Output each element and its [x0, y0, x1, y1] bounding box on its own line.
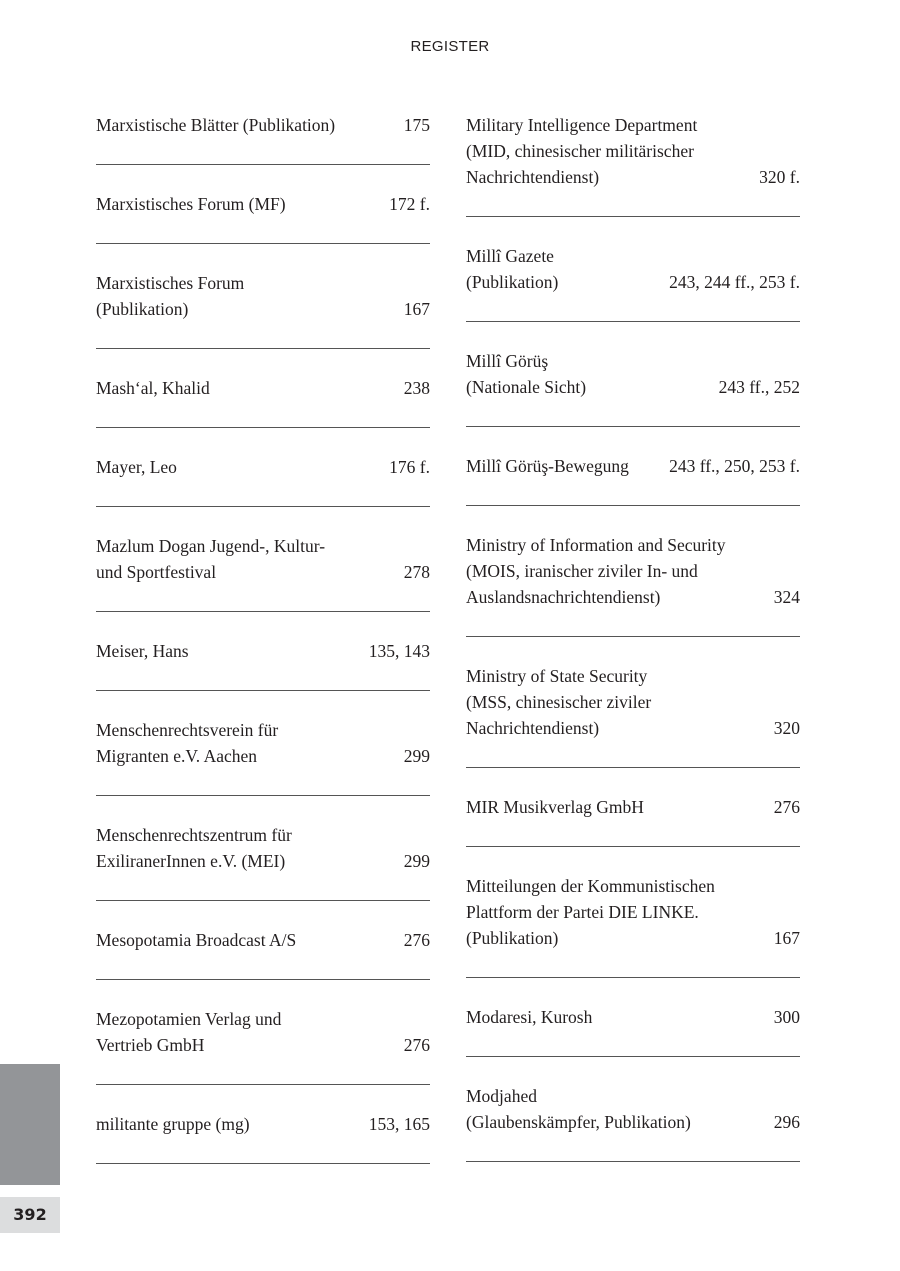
index-pages: 167 [403, 299, 430, 319]
index-term: Military Intelligence Department (MID, chinesischer militärischer Nachrichtendienst) [466, 115, 698, 187]
index-pages: 167 [773, 928, 800, 948]
index-pages: 276 [773, 797, 800, 817]
index-pages: 300 [773, 1007, 800, 1027]
index-pages: 176 f. [389, 457, 430, 477]
index-pages: 238 [403, 378, 430, 398]
index-entry [96, 165, 430, 244]
index-entry [96, 612, 430, 691]
index-term: Millî Görüş (Nationale Sicht) [466, 351, 587, 397]
index-term: Ministry of State Security (MSS, chinesischer ziviler Nachrichtendienst) [466, 666, 652, 738]
index-term: Millî Gazete (Publikation) [466, 246, 559, 292]
index-term: Ministry of Information and Security (MOIS, iranischer ziviler In- und Auslandsnachrichtendienst) [466, 535, 726, 607]
index-pages: 243 ff., 250, 253 f. [669, 456, 800, 476]
index-term: Modaresi, Kurosh [466, 1007, 593, 1027]
index-pages: 135, 143 [368, 641, 430, 661]
index-term: militante gruppe (mg) [96, 1114, 250, 1134]
thumb-index-tab [0, 1064, 60, 1185]
index-pages: 276 [403, 930, 430, 950]
index-pages: 299 [403, 746, 430, 766]
index-term: Meiser, Hans [96, 641, 189, 661]
index-term: Mitteilungen der Kommunistischen Plattform der Partei DIE LINKE. (Publikation) [466, 876, 715, 948]
index-entry [466, 637, 800, 768]
index-pages: 276 [403, 1035, 430, 1055]
index-pages: 243, 244 ff., 253 f. [669, 272, 800, 292]
index-pages: 320 [773, 718, 800, 738]
index-entry [96, 901, 430, 980]
index-term: Mash‘al, Khalid [96, 378, 210, 398]
index-entry [466, 768, 800, 847]
index-entry [466, 322, 800, 427]
index-entry [96, 691, 430, 796]
index-entry [96, 244, 430, 349]
index-pages: 278 [403, 562, 430, 582]
index-pages: 153, 165 [368, 1114, 430, 1134]
index-pages: 172 f. [389, 194, 430, 214]
index-term: MIR Musikverlag GmbH [466, 797, 644, 817]
index-entry [466, 112, 800, 217]
index-term: Marxistisches Forum (Publikation) [96, 273, 245, 319]
running-header: REGISTER [410, 38, 490, 55]
index-term: Marxistische Blätter (Publikation) [96, 115, 336, 135]
index-column-left [96, 112, 430, 1164]
index-term: Millî Görüş-Bewegung [466, 456, 629, 476]
index-entry [466, 506, 800, 637]
index-pages: 320 f. [759, 167, 800, 187]
index-entry [96, 112, 430, 165]
index-column-right [466, 112, 800, 1162]
index-term: Menschenrechtsverein für Migranten e.V. Aachen [96, 720, 279, 766]
index-entry [96, 1085, 430, 1164]
index-entry [466, 217, 800, 322]
index-entry [96, 796, 430, 901]
index-term: Marxistisches Forum (MF) [96, 194, 286, 214]
index-entry [96, 507, 430, 612]
index-term: Mesopotamia Broadcast A/S [96, 930, 297, 950]
index-term: Modjahed (Glaubenskämpfer, Publikation) [466, 1086, 691, 1132]
index-entry [466, 1057, 800, 1162]
index-entry [96, 980, 430, 1085]
index-term: Mayer, Leo [96, 457, 177, 477]
index-term: Mazlum Dogan Jugend-, Kultur- und Sportfestival [96, 536, 326, 582]
index-pages: 175 [403, 115, 430, 135]
page-number: 392 [0, 1197, 60, 1233]
index-entry [466, 978, 800, 1057]
index-term: Mezopotamien Verlag und Vertrieb GmbH [96, 1009, 282, 1055]
index-entry [96, 349, 430, 428]
index-entry [96, 428, 430, 507]
index-pages: 243 ff., 252 [718, 377, 800, 397]
index-term: Menschenrechtszentrum für ExiliranerInnen e.V. (MEI) [96, 825, 292, 871]
index-entry [466, 847, 800, 978]
index-entry [466, 427, 800, 506]
index-pages: 299 [403, 851, 430, 871]
index-pages: 324 [773, 587, 800, 607]
index-pages: 296 [773, 1112, 800, 1132]
